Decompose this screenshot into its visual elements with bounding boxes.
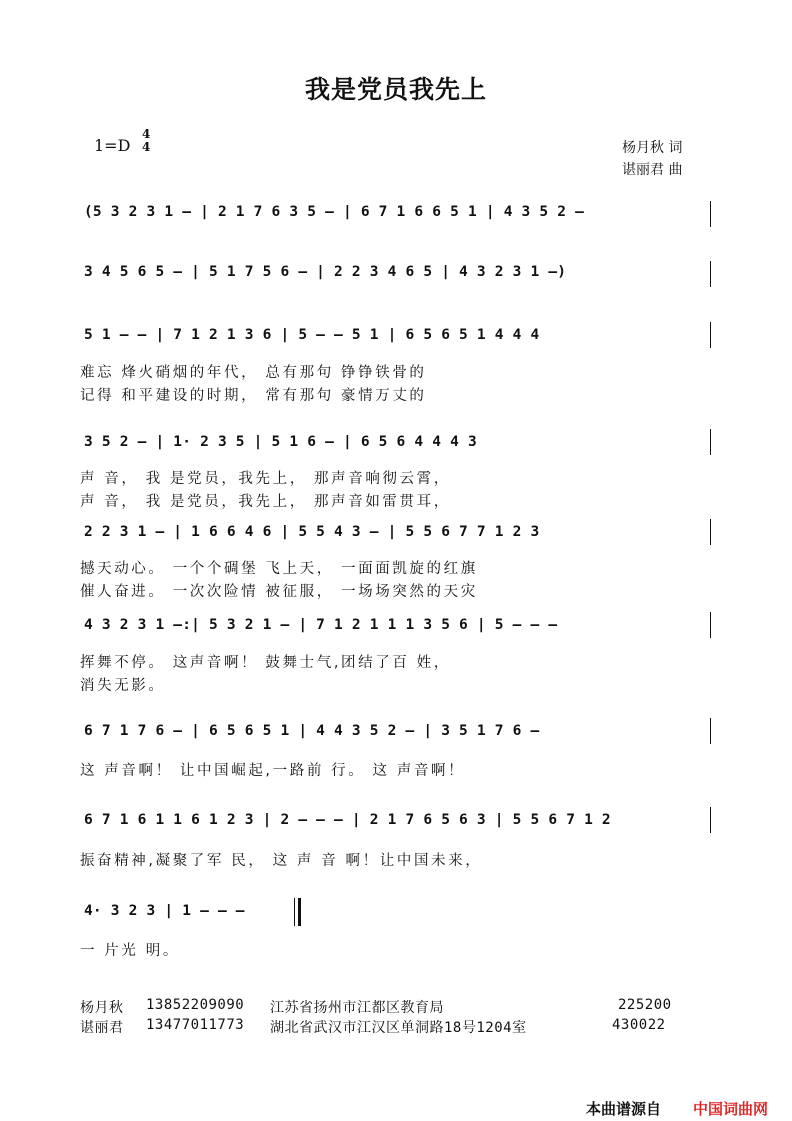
lyric-line-4b: 消失无影。: [80, 678, 166, 694]
barline: [710, 429, 711, 455]
lyric-line-1b: 记得 和平建设的时期， 常有那句 豪情万丈的: [80, 388, 427, 404]
barline: [710, 519, 711, 545]
barline: [710, 612, 711, 638]
intro-line-2: 3 4 5 6 5 – | 5 1 7 5 6 – | 2 2 3 4 6 5 | 4 3 2 3 1 –): [84, 264, 567, 280]
lyric-line-4a: 挥舞不停。 这声音啊！ 鼓舞士气,团结了百 姓，: [80, 655, 451, 671]
lyric-line-2b: 声 音， 我 是党员，我先上， 那声音如雷贯耳，: [80, 494, 451, 510]
notation-line-6: 6 7 1 6 1 1 6 1 2 3 | 2 – – – | 2 1 7 6 5 6 3 | 5 5 6 7 1 2: [84, 812, 611, 828]
lyricist-credit: 杨月秋 词: [622, 140, 683, 156]
barline: [710, 261, 711, 287]
time-signature: [142, 128, 150, 154]
lyric-line-2a: 声 音， 我 是党员，我先上， 那声音响彻云霄，: [80, 471, 451, 487]
notation-line-5: 6 7 1 7 6 – | 6 5 6 5 1 | 4 4 3 5 2 – | 3 5 1 7 6 –: [84, 723, 540, 739]
contact-phone: 13477011773: [146, 1017, 245, 1033]
barline: [710, 807, 711, 833]
contact-phone: 13852209090: [146, 997, 245, 1013]
lyric-line-6: 振奋精神,凝聚了军 民， 这 声 音 啊！让中国未来，: [80, 853, 483, 869]
lyric-line-3b: 催人奋进。 一次次险情 被征服， 一场场突然的天灾: [80, 584, 478, 600]
contact-address: 江苏省扬州市江都区教育局: [270, 1000, 444, 1016]
notation-line-4: 4 3 2 3 1 –:| 5 3 2 1 – | 7 1 2 1 1 1 3 5 6 | 5 – – –: [84, 617, 558, 633]
contact-postcode: 430022: [612, 1017, 666, 1033]
page-title: 我是党员我先上: [304, 75, 487, 104]
lyric-line-7: 一 片光 明。: [80, 943, 180, 959]
footer-site-link[interactable]: 中国词曲网: [693, 1100, 769, 1118]
lyric-line-3a: 撼天动心。 一个个碉堡 飞上天， 一面面凯旋的红旗: [80, 561, 478, 577]
notation-line-1: 5 1 – – | 7 1 2 1 3 6 | 5 – – 5 1 | 6 5 6 5 1 4 4 4: [84, 327, 540, 343]
notation-line-3: 2 2 3 1 – | 1 6 6 4 6 | 5 5 4 3 – | 5 5 6 7 7 1 2 3: [84, 524, 540, 540]
final-barline: [294, 898, 301, 926]
barline: [710, 718, 711, 744]
intro-line-1: (5 3 2 3 1 – | 2 1 7 6 3 5 – | 6 7 1 6 6 5 1 | 4 3 5 2 –: [84, 204, 585, 220]
contact-name: 谌丽君: [80, 1020, 124, 1036]
footer-source-label: 本曲谱源自: [586, 1100, 662, 1118]
barline: [710, 322, 711, 348]
notation-line-7: 4· 3 2 3 | 1 – – –: [84, 903, 245, 919]
notation-line-2: 3 5 2 – | 1· 2 3 5 | 5 1 6 – | 6 5 6 4 4 4 3: [84, 434, 477, 450]
contact-name: 杨月秋: [80, 1000, 124, 1016]
barline: [710, 201, 711, 227]
meter-bottom: 4: [142, 140, 151, 154]
contact-address: 湖北省武汉市江汉区单洞路18号1204室: [270, 1020, 527, 1036]
lyric-line-5: 这 声音啊！ 让中国崛起,一路前 行。 这 声音啊！: [80, 763, 466, 779]
lyric-line-1a: 难忘 烽火硝烟的年代， 总有那句 铮铮铁骨的: [80, 365, 427, 381]
composer-credit: 谌丽君 曲: [622, 162, 683, 178]
contact-postcode: 225200: [618, 997, 672, 1013]
meter-top: 4: [142, 127, 151, 141]
key-signature: 1=D: [94, 136, 131, 155]
